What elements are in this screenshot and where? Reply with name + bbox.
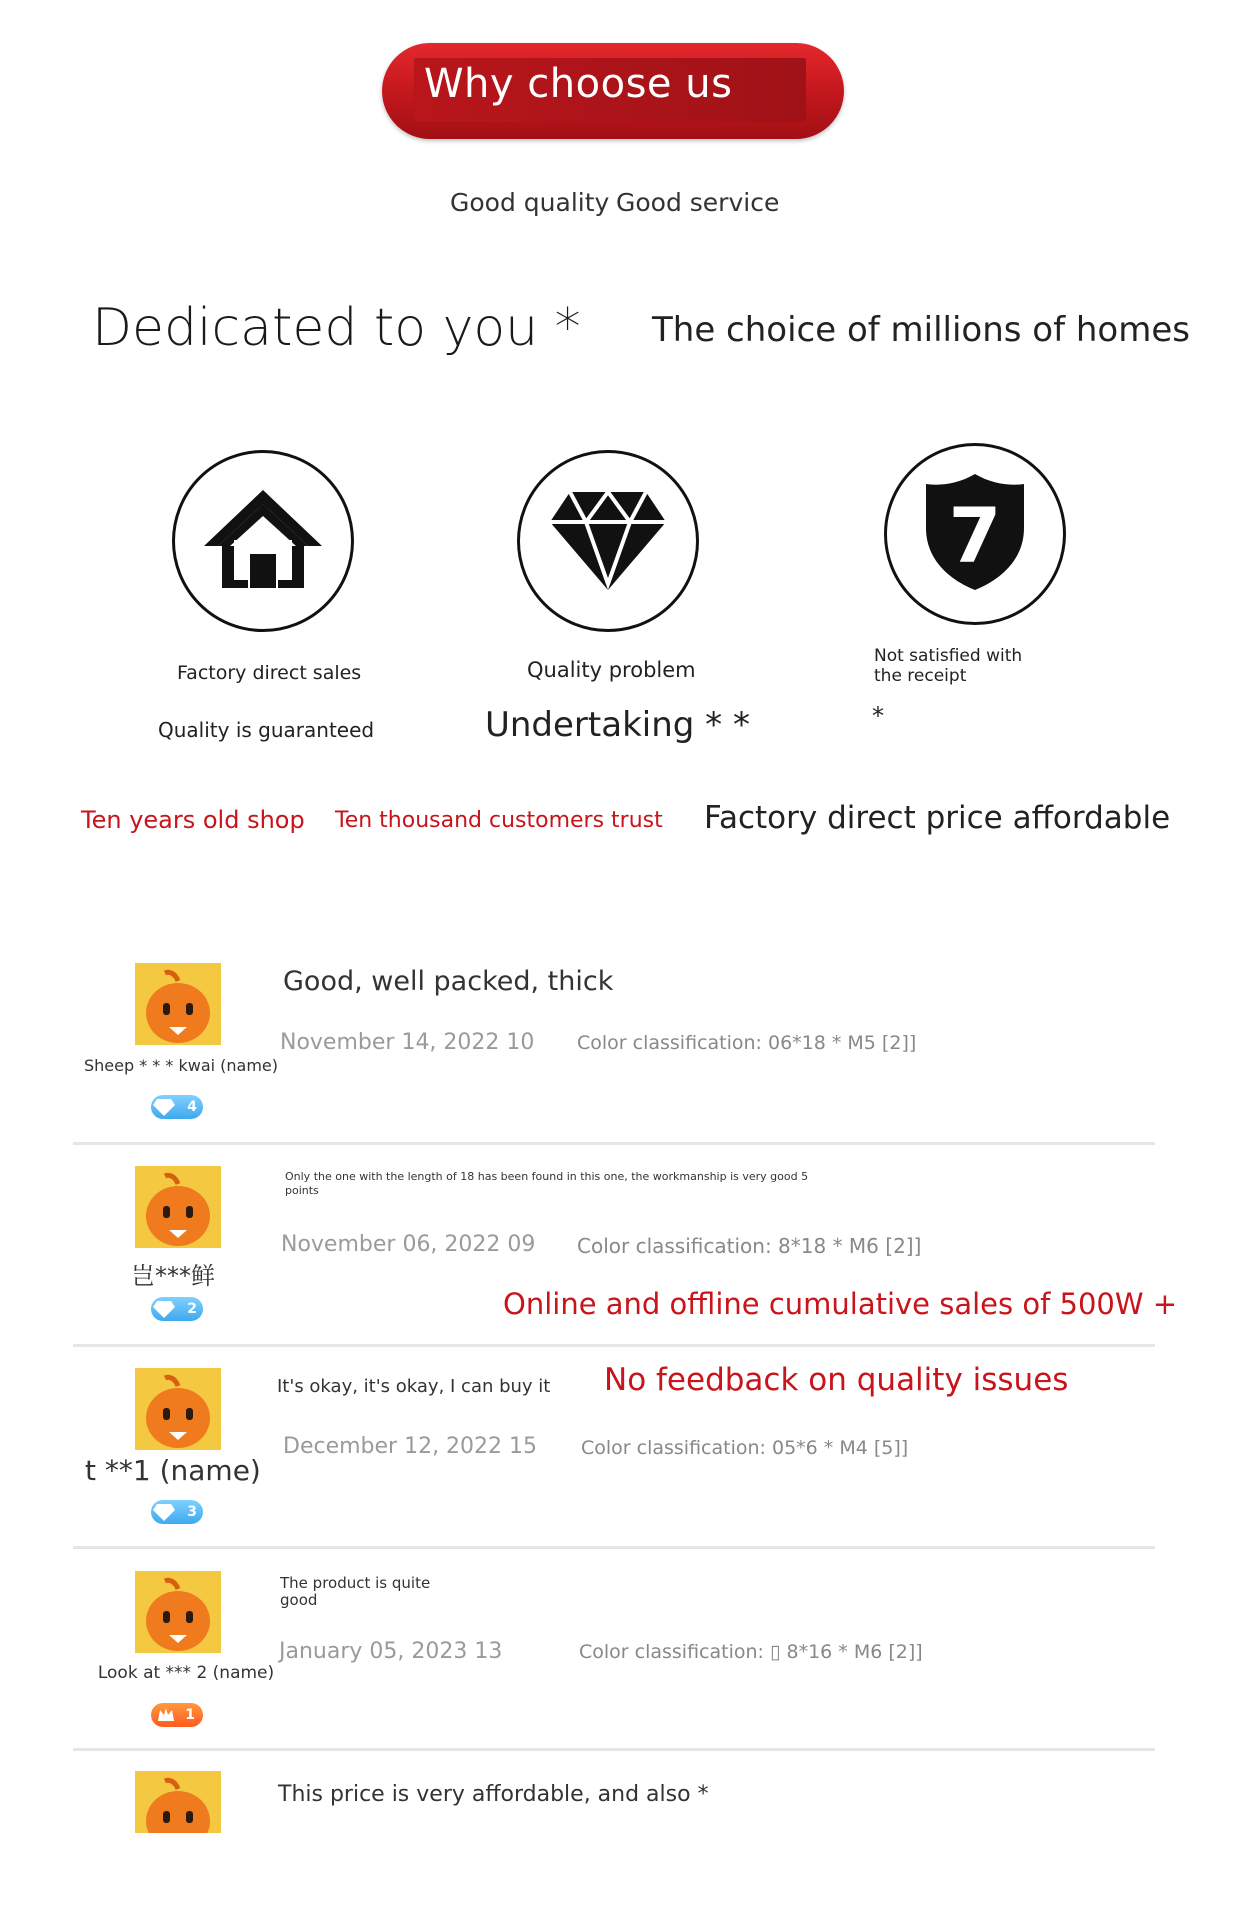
headline-millions-homes: The choice of millions of homes <box>652 310 1190 350</box>
feature-satisfaction-line1: Not satisfied with the receipt <box>874 646 1023 686</box>
headline-dedicated: Dedicated to you * <box>92 298 581 358</box>
level-badge <box>151 1297 203 1321</box>
overlay-cumulative-sales: Online and offline cumulative sales of 500W + <box>503 1287 1178 1321</box>
review-date: January 05, 2023 13 <box>279 1639 503 1664</box>
feature-factory-line2: Quality is guaranteed <box>158 718 375 742</box>
badge-level: 3 <box>187 1504 197 1520</box>
review-username: 岂***鲜 <box>131 1262 215 1290</box>
review-date: December 12, 2022 15 <box>283 1434 538 1459</box>
feature-satisfaction-circle <box>884 443 1066 625</box>
house-icon <box>198 484 328 598</box>
diamond-icon <box>546 484 670 598</box>
crown-icon <box>157 1707 175 1723</box>
review-text: This price is very affordable, and also * <box>278 1782 709 1807</box>
feature-factory-line1: Factory direct sales <box>177 662 362 684</box>
review-username: t **1 (name) <box>85 1454 261 1487</box>
review-color-classification: Color classification: ▯ 8*16 * M6 [2]] <box>579 1641 923 1663</box>
feature-satisfaction-line2: * <box>872 702 884 730</box>
tagline-good-quality: Good quality <box>450 188 610 217</box>
avatar <box>135 963 221 1045</box>
level-badge <box>151 1500 203 1524</box>
badge-level: 1 <box>185 1707 195 1723</box>
feature-factory-circle <box>172 450 354 632</box>
review-color-classification: Color classification: 8*18 * M6 [2]] <box>577 1234 922 1258</box>
badge-level: 2 <box>187 1301 197 1317</box>
review-color-classification: Color classification: 05*6 * M4 [5]] <box>581 1437 909 1459</box>
review-divider <box>73 1546 1155 1549</box>
review-text: Only the one with the length of 18 has been found in this one, the workmanship is very good 5 points <box>285 1170 809 1197</box>
review-divider <box>73 1344 1155 1347</box>
feature-quality-line2: Undertaking * * <box>485 705 750 745</box>
review-username: Sheep * * * kwai (name) <box>83 1056 279 1075</box>
review-color-classification: Color classification: 06*18 * M5 [2]] <box>577 1032 917 1054</box>
avatar <box>135 1571 221 1653</box>
highlight-factory-price: Factory direct price affordable <box>704 800 1171 836</box>
avatar <box>135 1166 221 1248</box>
review-date: November 06, 2022 09 <box>281 1232 536 1257</box>
avatar <box>135 1771 221 1833</box>
review-username: Look at *** 2 (name) <box>97 1663 275 1683</box>
level-badge <box>151 1703 203 1727</box>
avatar <box>135 1368 221 1450</box>
highlight-customer-trust: Ten thousand customers trust <box>335 808 663 833</box>
review-divider <box>73 1142 1155 1145</box>
shield-seven-icon <box>920 470 1030 598</box>
overlay-no-feedback: No feedback on quality issues <box>604 1362 1069 1398</box>
feature-quality-line1: Quality problem <box>527 658 696 682</box>
review-text: It's okay, it's okay, I can buy it <box>277 1376 551 1397</box>
svg-text:7: 7 <box>948 491 1002 580</box>
feature-quality-circle <box>517 450 699 632</box>
badge-level: 4 <box>187 1099 197 1115</box>
review-text: Good, well packed, thick <box>283 966 614 997</box>
highlight-ten-years: Ten years old shop <box>81 806 305 834</box>
level-badge <box>151 1095 203 1119</box>
banner-title: Why choose us <box>424 61 733 107</box>
review-divider <box>73 1748 1155 1751</box>
review-date: November 14, 2022 10 <box>280 1030 535 1055</box>
review-text: The product is quite good <box>280 1574 431 1609</box>
tagline-good-service: Good service <box>616 188 780 217</box>
